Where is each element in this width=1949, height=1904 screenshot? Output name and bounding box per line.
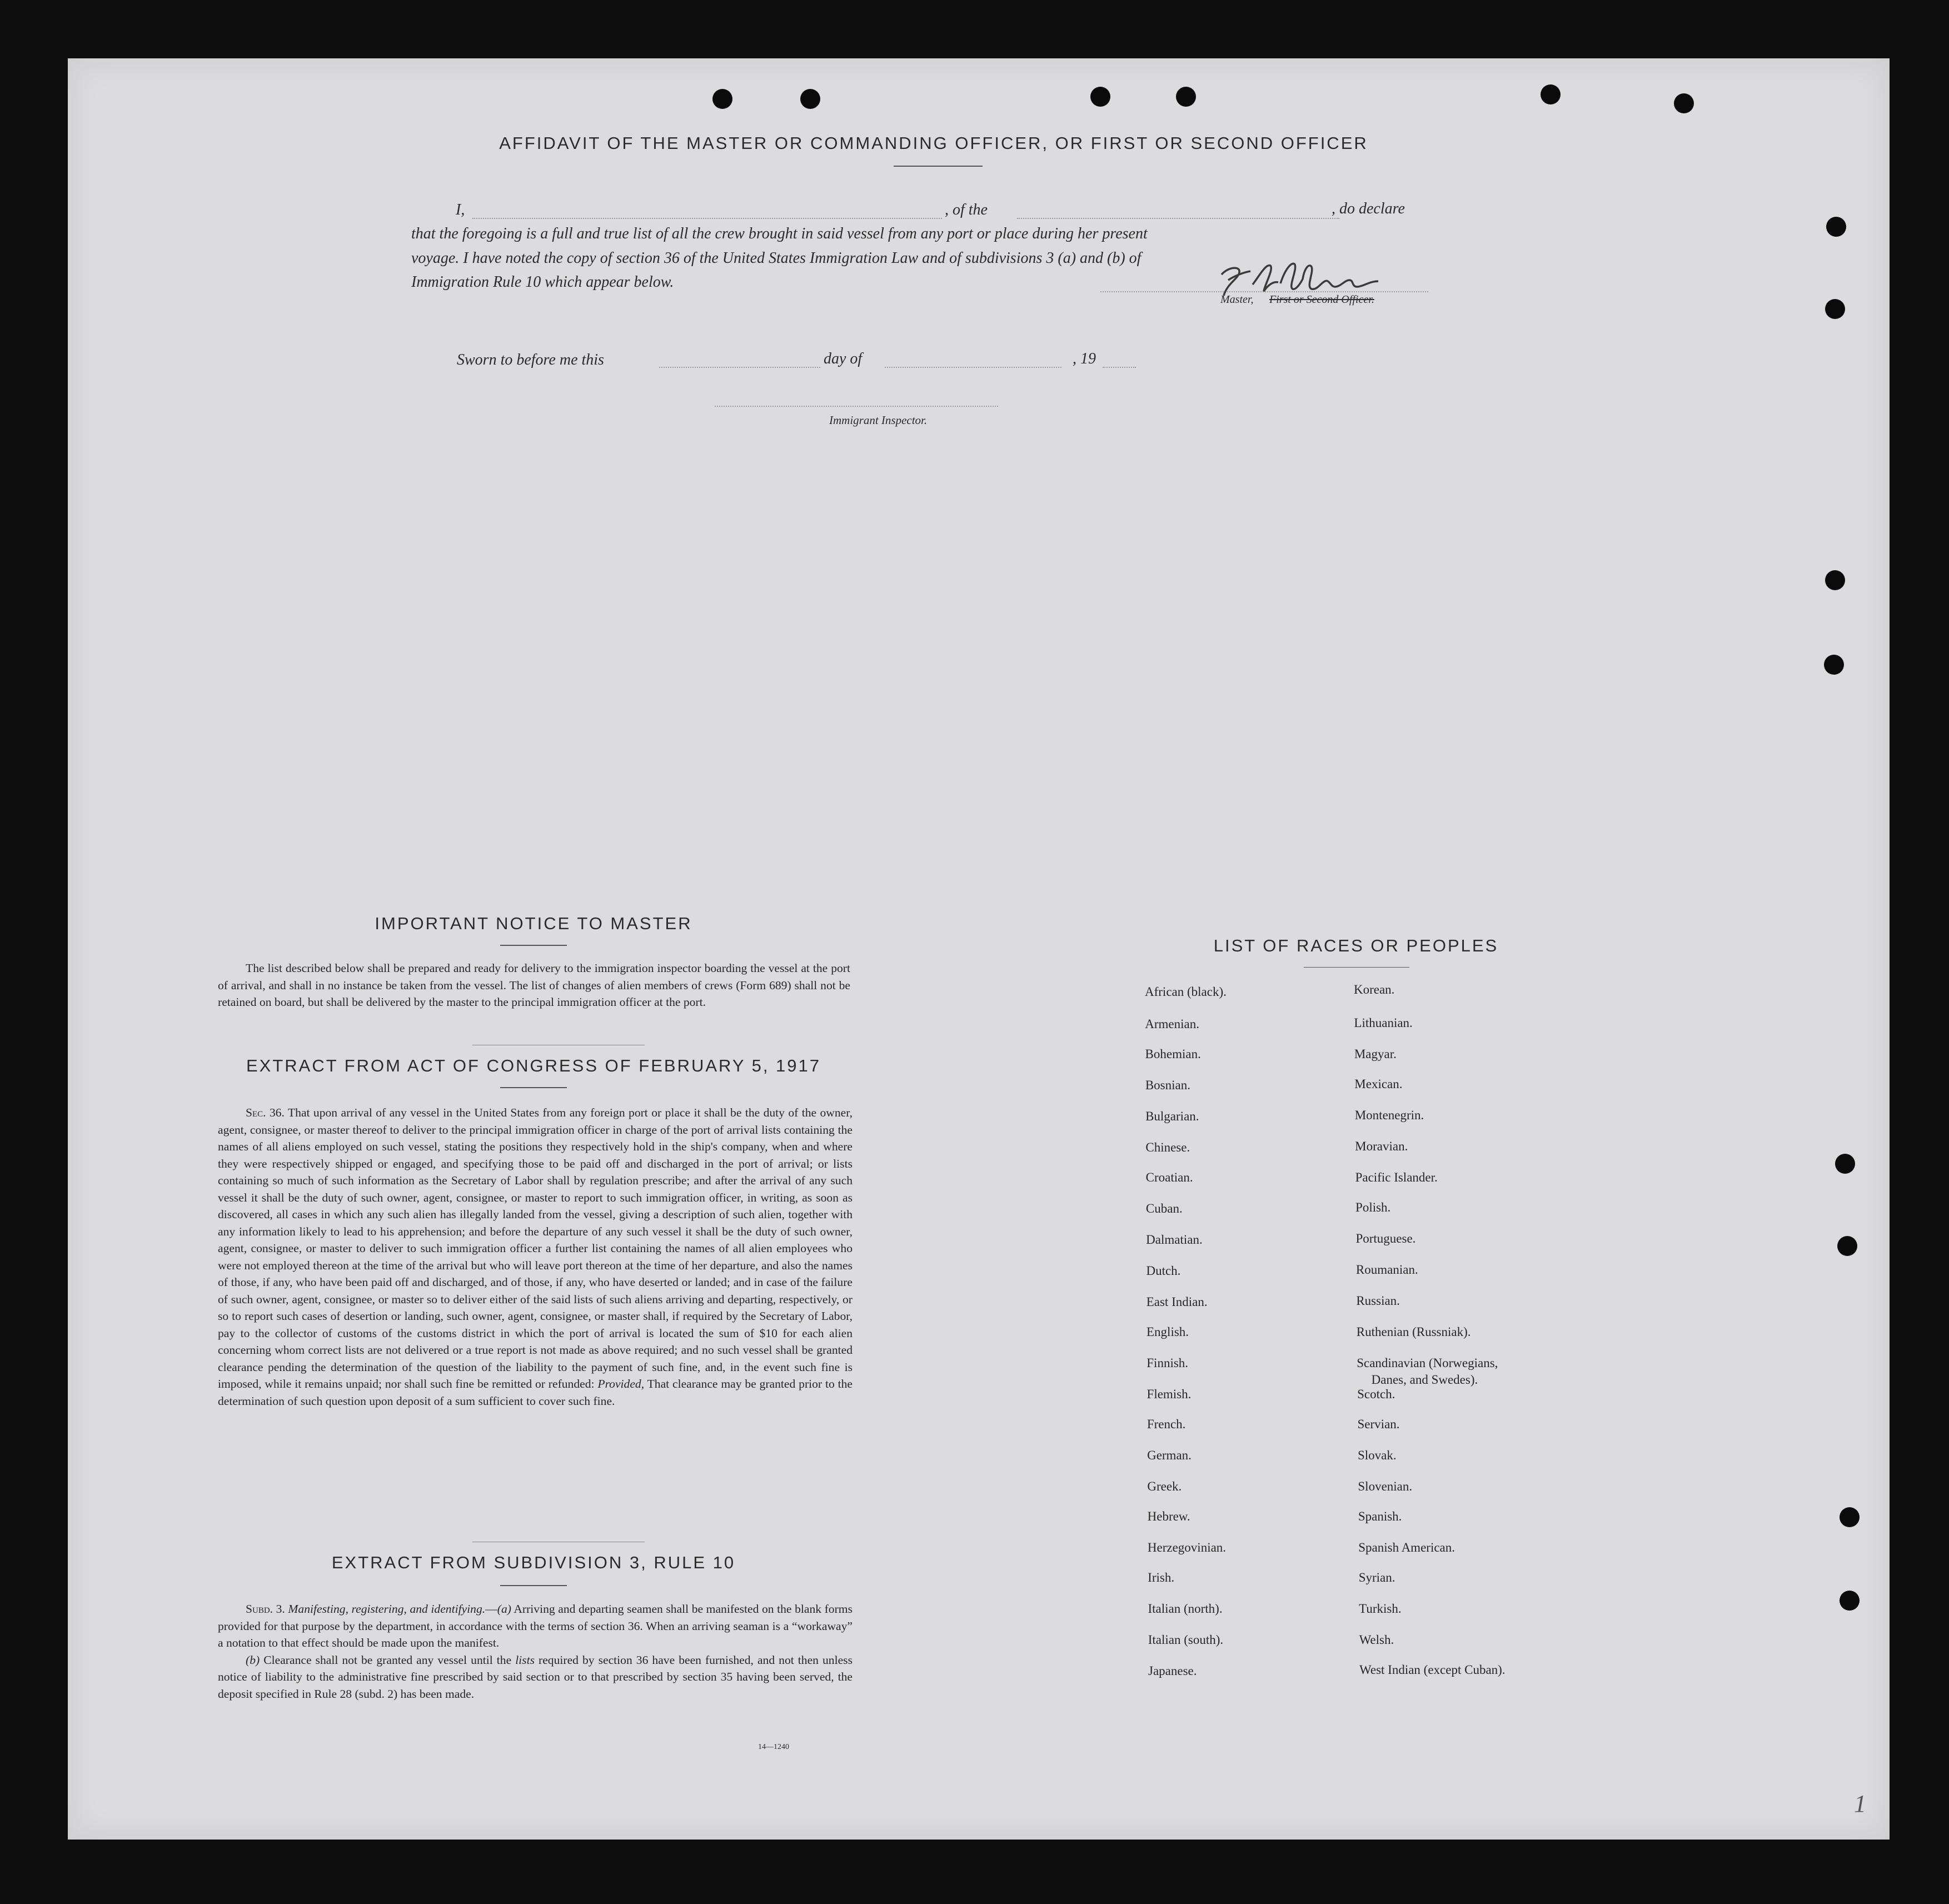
race-item: Italian (south). bbox=[1148, 1633, 1224, 1647]
race-item: Greek. bbox=[1147, 1479, 1182, 1493]
day-of-text: day of bbox=[824, 350, 863, 367]
punch-hole bbox=[1176, 87, 1196, 107]
act-body bbox=[218, 1104, 853, 1409]
sworn-text: Sworn to before me this bbox=[457, 351, 604, 368]
affidavit-line-2: voyage. I have noted the copy of section 36 of the United States Immigration Law and of subdivisions 3 (a) and (b) of bbox=[411, 250, 1142, 267]
act-text bbox=[218, 1104, 853, 1409]
punch-hole bbox=[1826, 217, 1846, 237]
race-item: Dalmatian. bbox=[1146, 1233, 1203, 1247]
race-item: Spanish. bbox=[1358, 1509, 1402, 1523]
race-item: Bohemian. bbox=[1145, 1047, 1201, 1061]
act-title: EXTRACT FROM ACT OF CONGRESS OF FEBRUARY 5, 1917 bbox=[246, 1056, 821, 1075]
punch-hole bbox=[1835, 1154, 1855, 1174]
affidavit-of-the: , of the bbox=[945, 201, 988, 218]
sworn-year-field[interactable] bbox=[1103, 367, 1136, 368]
race-item: Finnish. bbox=[1147, 1356, 1189, 1370]
affidavit-title: AFFIDAVIT OF THE MASTER OR COMMANDING OFFICER, OR FIRST OR SECOND OFFICER bbox=[499, 133, 1368, 153]
para-b-text-1: Clearance shall not be granted any vessel until the bbox=[263, 1653, 512, 1667]
race-item: Welsh. bbox=[1359, 1633, 1394, 1647]
affidavit-do-declare: , do declare bbox=[1332, 200, 1405, 217]
punch-hole bbox=[1824, 655, 1844, 675]
race-item: Scandinavian (Norwegians, bbox=[1357, 1356, 1498, 1370]
punch-hole bbox=[1541, 84, 1561, 104]
punch-hole bbox=[1840, 1591, 1860, 1611]
race-item: Italian (north). bbox=[1148, 1602, 1223, 1616]
race-item: Lithuanian. bbox=[1354, 1016, 1413, 1030]
race-item: Pacific Islander. bbox=[1355, 1170, 1438, 1184]
race-item: Mexican. bbox=[1354, 1077, 1403, 1091]
punch-hole bbox=[1674, 93, 1694, 113]
races-title-rule bbox=[1304, 967, 1409, 968]
year-text: , 19 bbox=[1073, 350, 1096, 367]
sworn-day-field[interactable] bbox=[659, 367, 820, 368]
subd-title: Manifesting, registering, and identifying. bbox=[288, 1602, 486, 1616]
affidavit-line-3: Immigration Rule 10 which appear below. bbox=[411, 273, 674, 291]
race-item: Slovenian. bbox=[1358, 1479, 1413, 1493]
para-b-text-2: required by section 36 have been furnished, and not then unless notice of liability to the administrative fine prescribed by said section or to that prescribed by section 35 having been served, the deposit specified in Rule 28 (subd. 2) has been made. bbox=[218, 1653, 853, 1701]
rule-body bbox=[218, 1601, 853, 1702]
rule-para-b bbox=[218, 1652, 853, 1703]
rule-para-a: Subd. 3. Manifesting, registering, and identifying.—(a) Arriving and departing seamen shall be manifested on the blank forms provided for that purpose by the department, in accordance with the terms of section 36. When an arriving seaman is a “workaway” a notation to that effect should be made upon the manifest. bbox=[218, 1602, 853, 1649]
rule-title-rule bbox=[500, 1585, 567, 1586]
punch-hole bbox=[1090, 87, 1110, 107]
provided-text: That clearance may be granted prior to the determination of such question upon deposit of a sum sufficient to cover such fine. bbox=[218, 1377, 853, 1408]
notice-title: IMPORTANT NOTICE TO MASTER bbox=[375, 914, 692, 933]
provided-label: Provided, bbox=[597, 1377, 645, 1390]
race-item: Dutch. bbox=[1146, 1264, 1181, 1278]
punch-hole bbox=[1825, 299, 1845, 319]
punch-hole bbox=[1825, 570, 1845, 590]
para-b-lists: lists bbox=[515, 1653, 535, 1667]
notice-text: The list described below shall be prepared and ready for delivery to the immigration inspector boarding the vessel at the port of arrival, and shall in no instance be taken from the vessel. The list of changes of alien members of crews (Form 689) shall not be retained on board, but shall be delivered by the master to the principal immigration officer at the port. bbox=[218, 961, 850, 1009]
subd-label: Subd. 3. bbox=[246, 1602, 285, 1616]
affidavit-line-1: that the foregoing is a full and true list of all the crew brought in said vessel from any port or place during her present bbox=[411, 225, 1148, 242]
form-number: 14—1240 bbox=[758, 1743, 789, 1751]
race-item: West Indian (except Cuban). bbox=[1359, 1663, 1506, 1677]
race-item: Montenegrin. bbox=[1354, 1108, 1424, 1122]
punch-hole bbox=[800, 89, 820, 109]
act-title-rule bbox=[500, 1087, 567, 1088]
race-item: Japanese. bbox=[1148, 1664, 1197, 1678]
races-title: LIST OF RACES OR PEOPLES bbox=[1213, 936, 1499, 955]
race-item: Bulgarian. bbox=[1145, 1109, 1199, 1123]
sworn-month-field[interactable] bbox=[885, 367, 1061, 368]
race-item: German. bbox=[1147, 1448, 1192, 1462]
para-a-text: Arriving and departing seamen shall be manifested on the blank forms provided for that purpose by the department, in accordance with the terms of section 36. When an arriving seaman is a “workaway” a notation to that effect should be made upon the manifest. bbox=[218, 1602, 853, 1649]
signature-caption-master: Master, bbox=[1220, 293, 1254, 306]
race-item: Magyar. bbox=[1354, 1047, 1397, 1061]
race-item: Ruthenian (Russniak). bbox=[1356, 1325, 1471, 1339]
vessel-field[interactable] bbox=[1017, 218, 1339, 219]
race-item: Armenian. bbox=[1145, 1017, 1199, 1031]
race-item: Chinese. bbox=[1145, 1140, 1190, 1154]
race-item: Herzegovinian. bbox=[1147, 1541, 1227, 1554]
race-item: Polish. bbox=[1355, 1200, 1391, 1214]
race-item: Servian. bbox=[1357, 1417, 1400, 1431]
rule-title: EXTRACT FROM SUBDIVISION 3, RULE 10 bbox=[331, 1553, 736, 1572]
race-item: Russian. bbox=[1356, 1294, 1400, 1308]
race-item: French. bbox=[1147, 1417, 1186, 1431]
signature-caption-struck: First or Second Officer. bbox=[1269, 293, 1374, 306]
affidavit-title-rule bbox=[894, 166, 983, 167]
race-item: Hebrew. bbox=[1147, 1509, 1190, 1523]
inspector-caption: Immigrant Inspector. bbox=[829, 413, 928, 427]
race-item: Turkish. bbox=[1359, 1602, 1402, 1616]
race-item: East Indian. bbox=[1146, 1295, 1208, 1309]
notice-title-rule bbox=[500, 945, 567, 946]
notice-body bbox=[218, 960, 850, 1011]
race-item: African (black). bbox=[1145, 985, 1227, 999]
sec-36-text: That upon arrival of any vessel in the United States from any foreign port or place it shall be the duty of the owner, agent, consignee, or master thereof to deliver to the principal immigration officer in charge of the port of arrival lists containing the names of all aliens employed on such vessel, stating the positions they respectively hold in the ship's company, when and where they were respectively shipped or engaged, and specifying those to be paid off and discharged in the port of arrival; or lists containing so much of such information as the Secretary of Labor shall by regulation prescribe; and after the arrival of any such vessel it shall be the duty of such owner, agent, consignee, or master to report to such immigration officer, in writing, as soon as discovered, all cases in which any such alien has illegally landed from the vessel, giving a description of such alien, together with any information likely to lead to his apprehension; and before the departure of any such vessel it shall be the duty of such owner, agent, consignee, or master to deliver to such immigration officer a further list containing the names of all alien employees who were not employed thereon at the time of the arrival but who will leave port thereon at the time of her departure, and also the names of those, if any, who have been paid off and discharged, and of those, if any, who have deserted or landed; and in case of the failure of such owner, agent, consignee, or master so to deliver either of the said lists of such aliens arriving and departing, respectively, or so to report such cases of desertion or landing, such owner, agent, consignee, or master shall, if required by the Secretary of Labor, pay to the collector of customs of the customs district in which the port of arrival is located the sum of $10 for each alien concerning whom correct lists are not delivered or a true report is not made as above required; and no such vessel shall be granted clearance pending the determination of the question of the liability to the payment of such fine, and, in the event such fine is imposed, while it remains unpaid; nor shall such fine be remitted or refunded: bbox=[218, 1106, 853, 1390]
para-a-label: (a) bbox=[497, 1602, 511, 1616]
race-item: English. bbox=[1147, 1325, 1189, 1339]
para-b-label: (b) bbox=[246, 1653, 260, 1667]
race-item: Croatian. bbox=[1145, 1170, 1193, 1184]
race-item: Roumanian. bbox=[1355, 1263, 1418, 1277]
race-item: Portuguese. bbox=[1355, 1232, 1416, 1245]
page-mark: 1 bbox=[1854, 1790, 1866, 1817]
punch-hole bbox=[712, 89, 732, 109]
race-item: Spanish American. bbox=[1358, 1541, 1455, 1554]
punch-hole bbox=[1840, 1507, 1860, 1527]
name-field[interactable] bbox=[472, 218, 942, 219]
race-item: Flemish. bbox=[1147, 1387, 1192, 1401]
sec-label: Sec. 36. bbox=[246, 1106, 285, 1119]
race-item: Scotch. bbox=[1357, 1387, 1395, 1401]
inspector-signature-line[interactable] bbox=[715, 406, 998, 407]
race-item: Korean. bbox=[1354, 983, 1395, 996]
affidavit-i: I, bbox=[456, 201, 465, 218]
race-item: Syrian. bbox=[1358, 1571, 1395, 1584]
race-item: Cuban. bbox=[1145, 1202, 1183, 1215]
race-item: Irish. bbox=[1148, 1571, 1175, 1584]
race-item: Slovak. bbox=[1357, 1448, 1397, 1462]
race-item: Danes, and Swedes). bbox=[1371, 1373, 1478, 1387]
punch-hole bbox=[1837, 1236, 1857, 1256]
race-item: Moravian. bbox=[1355, 1139, 1408, 1153]
race-item: Bosnian. bbox=[1145, 1078, 1190, 1092]
